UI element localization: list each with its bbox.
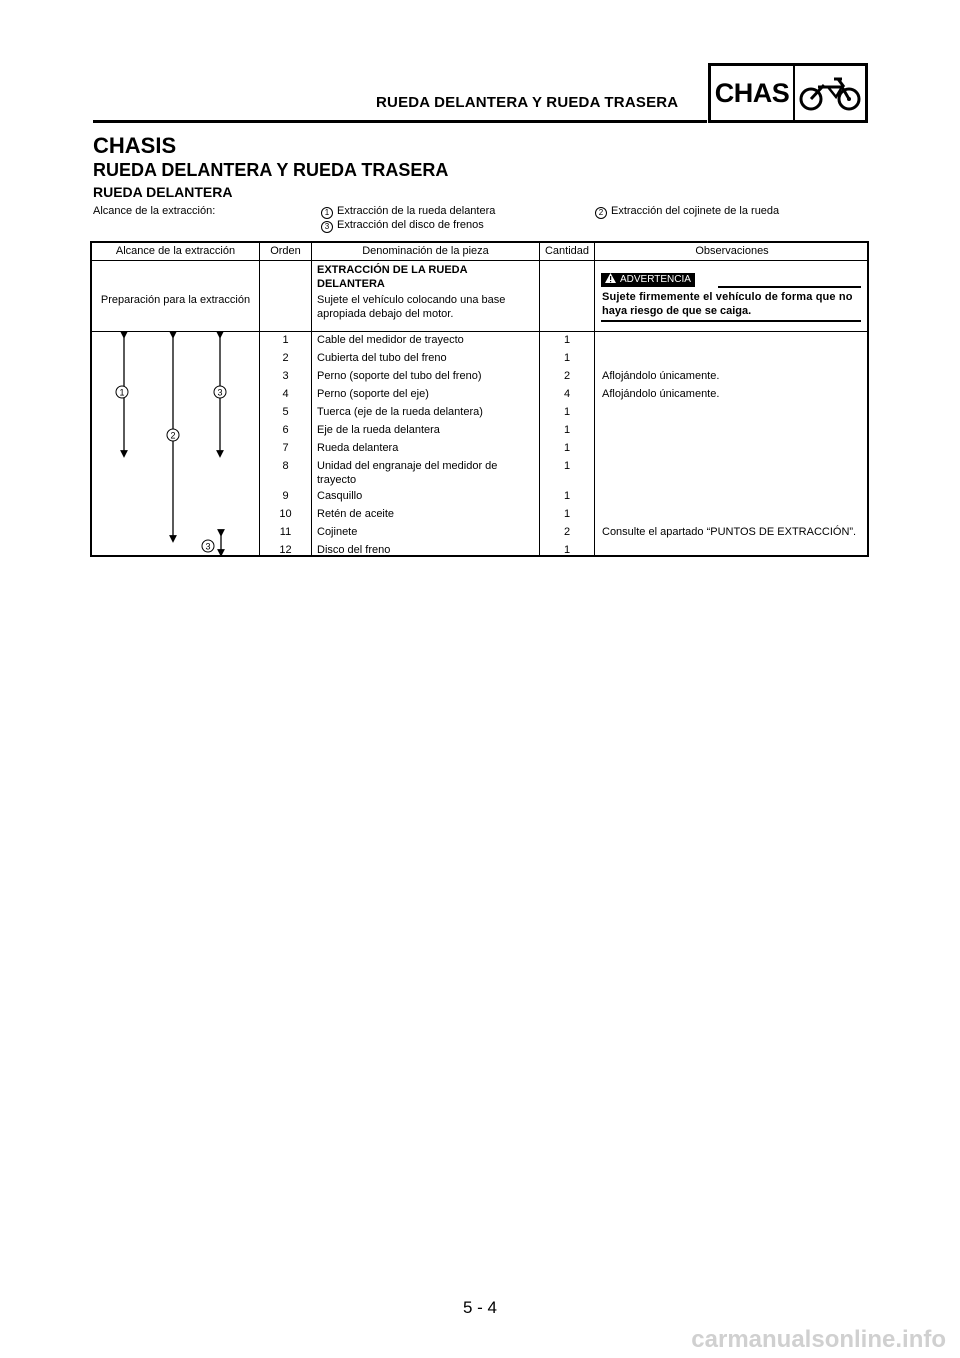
row-order: 12 bbox=[279, 544, 292, 556]
row-order: 7 bbox=[282, 442, 289, 454]
page-number: 5 - 4 bbox=[462, 1298, 498, 1317]
chassis-badge-label: CHAS bbox=[711, 66, 795, 120]
watermark: carmanualsonline.info bbox=[691, 1326, 946, 1353]
section-heading: RUEDA DELANTERA Y RUEDA TRASERA bbox=[93, 160, 449, 180]
row-qty: 2 bbox=[563, 526, 571, 538]
chapter-title: CHASIS bbox=[93, 133, 177, 158]
row-part: Cojinete bbox=[317, 526, 358, 538]
scope-text: Extracción de la rueda delantera bbox=[337, 205, 496, 217]
warning-triangle-icon bbox=[605, 273, 616, 283]
section-title: RUEDA DELANTERA Y RUEDA TRASERA bbox=[376, 94, 679, 111]
row-order: 4 bbox=[282, 388, 289, 400]
warning-text: Sujete firmemente el vehículo de forma que no bbox=[602, 291, 853, 303]
motorcycle-icon bbox=[795, 66, 865, 120]
row-observation: Consulte el apartado “PUNTOS DE EXTRACCIÓN”. bbox=[602, 526, 857, 538]
row-part: Cable del medidor de trayecto bbox=[317, 334, 464, 346]
row-qty: 1 bbox=[563, 352, 571, 364]
header-part: Denominación de la pieza bbox=[362, 245, 489, 257]
warning-bottom-rule bbox=[601, 320, 861, 322]
row-order: 11 bbox=[279, 526, 292, 538]
scope-label: Alcance de la extracción: bbox=[93, 205, 216, 217]
scope-text: Extracción del cojinete de la rueda bbox=[611, 205, 780, 217]
row-part: Perno (soporte del tubo del freno) bbox=[317, 370, 482, 382]
row-qty: 1 bbox=[563, 508, 571, 520]
row-part: Rueda delantera bbox=[317, 442, 399, 454]
row-order: 10 bbox=[279, 508, 292, 520]
scope-number: 2 bbox=[595, 207, 607, 219]
warning-top-rule bbox=[718, 286, 861, 288]
row-qty: 1 bbox=[563, 544, 571, 556]
row-qty: 1 bbox=[563, 490, 571, 502]
row-part: Tuerca (eje de la rueda delantera) bbox=[317, 406, 483, 418]
row-qty: 1 bbox=[563, 406, 571, 418]
row-part: Cubierta del tubo del freno bbox=[317, 352, 447, 364]
prep-label: Preparación para la extracción bbox=[100, 294, 251, 306]
row-order: 3 bbox=[282, 370, 289, 382]
row-qty: 1 bbox=[563, 334, 571, 346]
prep-desc-2: apropiada debajo del motor. bbox=[317, 308, 454, 320]
scope-item-2 bbox=[595, 205, 779, 219]
row-order: 8 bbox=[282, 460, 289, 472]
row-observation: Aflojándolo únicamente. bbox=[602, 370, 720, 382]
header-qty: Cantidad bbox=[544, 245, 590, 257]
row-part: Unidad del engranaje del medidor de bbox=[317, 460, 498, 472]
row-order: 1 bbox=[282, 334, 289, 346]
row-part: Casquillo bbox=[317, 490, 363, 502]
row-order: 5 bbox=[282, 406, 289, 418]
scope-number: 1 bbox=[321, 207, 333, 219]
header-scope: Alcance de la extracción bbox=[115, 245, 236, 257]
row-order: 6 bbox=[282, 424, 289, 436]
column-divider bbox=[311, 243, 312, 555]
header-rule bbox=[93, 120, 707, 123]
scope-marker: 3 bbox=[217, 387, 223, 398]
warning-text-2: haya riesgo de que se caiga. bbox=[602, 305, 752, 317]
removal-table bbox=[90, 241, 869, 557]
subsection-heading: RUEDA DELANTERA bbox=[93, 184, 233, 200]
scope-number: 3 bbox=[321, 221, 333, 233]
row-qty: 4 bbox=[563, 388, 571, 400]
row-qty: 1 bbox=[563, 460, 571, 472]
row-order: 2 bbox=[282, 352, 289, 364]
column-divider bbox=[594, 243, 595, 555]
row-qty: 1 bbox=[563, 424, 571, 436]
prep-desc: Sujete el vehículo colocando una base bbox=[317, 294, 506, 306]
scope-marker: 2 bbox=[170, 430, 176, 441]
row-divider bbox=[92, 260, 867, 261]
warning-label: ADVERTENCIA bbox=[620, 274, 691, 285]
row-part: Perno (soporte del eje) bbox=[317, 388, 429, 400]
header-order: Orden bbox=[270, 245, 301, 257]
warning-badge bbox=[601, 273, 695, 287]
row-part: Retén de aceite bbox=[317, 508, 395, 520]
scope-marker: 3 bbox=[205, 541, 211, 552]
chassis-badge bbox=[708, 63, 868, 123]
scope-item-1 bbox=[321, 205, 495, 219]
row-observation: Aflojándolo únicamente. bbox=[602, 388, 720, 400]
scope-marker: 1 bbox=[119, 387, 125, 398]
prep-title: EXTRACCIÓN DE LA RUEDA bbox=[317, 264, 468, 276]
row-qty: 1 bbox=[563, 442, 571, 454]
scope-item-3 bbox=[321, 219, 484, 233]
header-observations: Observaciones bbox=[695, 245, 769, 257]
scope-arrows bbox=[92, 329, 259, 557]
row-qty: 2 bbox=[563, 370, 571, 382]
row-part: Eje de la rueda delantera bbox=[317, 424, 440, 436]
prep-title-2: DELANTERA bbox=[317, 278, 385, 290]
scope-text: Extracción del disco de frenos bbox=[337, 219, 484, 231]
row-part-continued: trayecto bbox=[317, 474, 357, 486]
row-order: 9 bbox=[282, 490, 289, 502]
row-part: Disco del freno bbox=[317, 544, 391, 556]
